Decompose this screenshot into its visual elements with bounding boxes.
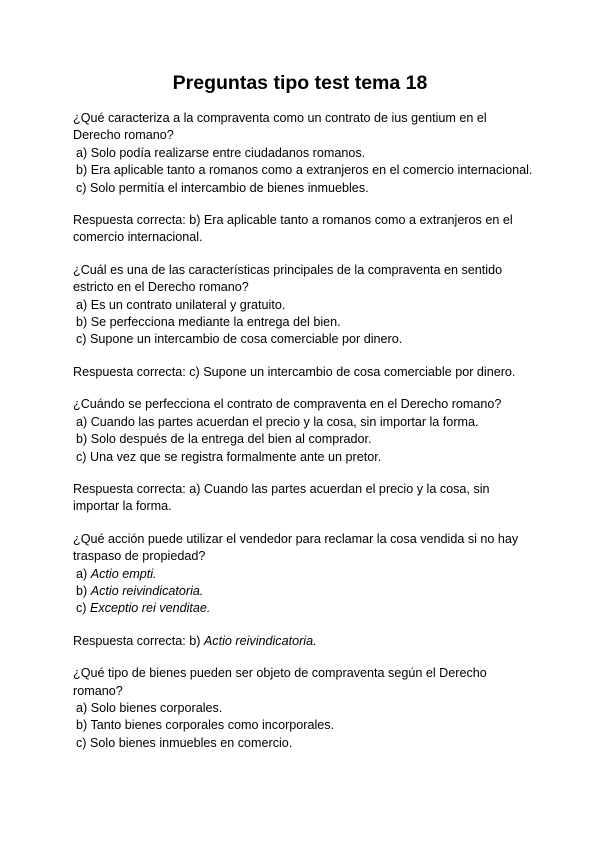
question-block <box>73 262 533 381</box>
option-item <box>73 583 533 600</box>
option-text: Tanto bienes corporales como incorporales. <box>90 718 335 733</box>
answer-text: Actio reivindicatoria. <box>203 633 317 648</box>
question-block <box>73 665 533 752</box>
option-item <box>73 331 533 348</box>
option-item <box>73 700 533 717</box>
option-text: Una vez que se registra formalmente ante un pretor. <box>90 449 382 464</box>
option-letter: a) <box>76 414 88 429</box>
option-letter: c) <box>76 449 87 464</box>
option-letter: b) <box>76 315 88 330</box>
option-letter: c) <box>76 601 87 616</box>
option-letter: b) <box>76 718 88 733</box>
question-list <box>73 110 533 752</box>
answer-text: Era aplicable tanto a romanos como a extranjeros en el comercio internacional. <box>73 213 513 245</box>
option-item <box>73 566 533 583</box>
correct-answer <box>73 212 533 247</box>
option-letter: a) <box>76 700 88 715</box>
option-item <box>73 162 533 179</box>
correct-answer <box>73 364 533 381</box>
option-item <box>73 145 533 162</box>
question-text: ¿Qué caracteriza a la compraventa como un contrato de ius gentium en el Derecho romano? <box>73 111 487 143</box>
option-item <box>73 717 533 734</box>
option-item <box>73 414 533 431</box>
option-text: Cuando las partes acuerdan el precio y la cosa, sin importar la forma. <box>90 414 479 429</box>
answer-prefix: Respuesta correcta: a) <box>73 481 201 496</box>
option-letter: a) <box>76 297 88 312</box>
option-text: Solo permitía el intercambio de bienes inmuebles. <box>90 180 369 195</box>
option-letter: c) <box>76 735 87 750</box>
option-letter: c) <box>76 180 87 195</box>
correct-answer <box>73 481 533 516</box>
option-text: Solo después de la entrega del bien al comprador. <box>90 432 372 447</box>
option-text: Actio reivindicatoria. <box>90 583 204 598</box>
option-letter: c) <box>76 332 87 347</box>
option-letter: b) <box>76 583 88 598</box>
option-item <box>73 297 533 314</box>
option-letter: a) <box>76 145 88 160</box>
option-text: Solo bienes inmuebles en comercio. <box>90 735 293 750</box>
option-text: Se perfecciona mediante la entrega del bien. <box>90 315 341 330</box>
answer-prefix: Respuesta correcta: b) <box>73 213 201 228</box>
question-block <box>73 396 533 515</box>
page-title: Preguntas tipo test tema 18 <box>172 72 428 94</box>
correct-answer <box>73 633 533 650</box>
option-list <box>73 566 533 618</box>
question-text: ¿Qué acción puede utilizar el vendedor para reclamar la cosa vendida si no hay traspaso de propiedad? <box>73 531 519 564</box>
option-text: Es un contrato unilateral y gratuito. <box>90 297 286 312</box>
option-text: Actio empti. <box>90 566 157 581</box>
option-letter: a) <box>76 566 88 581</box>
option-item <box>73 180 533 197</box>
option-list <box>73 700 533 752</box>
question-text: ¿Cuál es una de las características principales de la compraventa en sentido estricto en el Derecho romano? <box>73 262 503 295</box>
question-block <box>73 110 533 247</box>
option-item <box>73 431 533 448</box>
option-text: Exceptio rei venditae. <box>90 601 211 616</box>
option-text: Supone un intercambio de cosa comerciable por dinero. <box>90 332 403 347</box>
answer-text: Cuando las partes acuerdan el precio y la cosa, sin importar la forma. <box>73 481 490 514</box>
option-item <box>73 449 533 466</box>
option-text: Solo podía realizarse entre ciudadanos romanos. <box>90 145 366 160</box>
answer-text: Supone un intercambio de cosa comerciable por dinero. <box>203 364 516 379</box>
question-text: ¿Qué tipo de bienes pueden ser objeto de compraventa según el Derecho romano? <box>73 666 487 698</box>
option-text: Solo bienes corporales. <box>90 700 223 715</box>
option-list <box>73 145 533 197</box>
answer-prefix: Respuesta correcta: b) <box>73 633 201 648</box>
option-letter: b) <box>76 432 88 447</box>
option-list <box>73 297 533 349</box>
option-text: Era aplicable tanto a romanos como a extranjeros en el comercio internacional. <box>90 163 533 178</box>
option-letter: b) <box>76 163 88 178</box>
option-item <box>73 735 533 752</box>
option-item <box>73 314 533 331</box>
option-item <box>73 600 533 617</box>
question-text: ¿Cuándo se perfecciona el contrato de compraventa en el Derecho romano? <box>73 397 502 412</box>
question-block <box>73 531 533 650</box>
option-list <box>73 414 533 466</box>
answer-prefix: Respuesta correcta: c) <box>73 364 200 379</box>
